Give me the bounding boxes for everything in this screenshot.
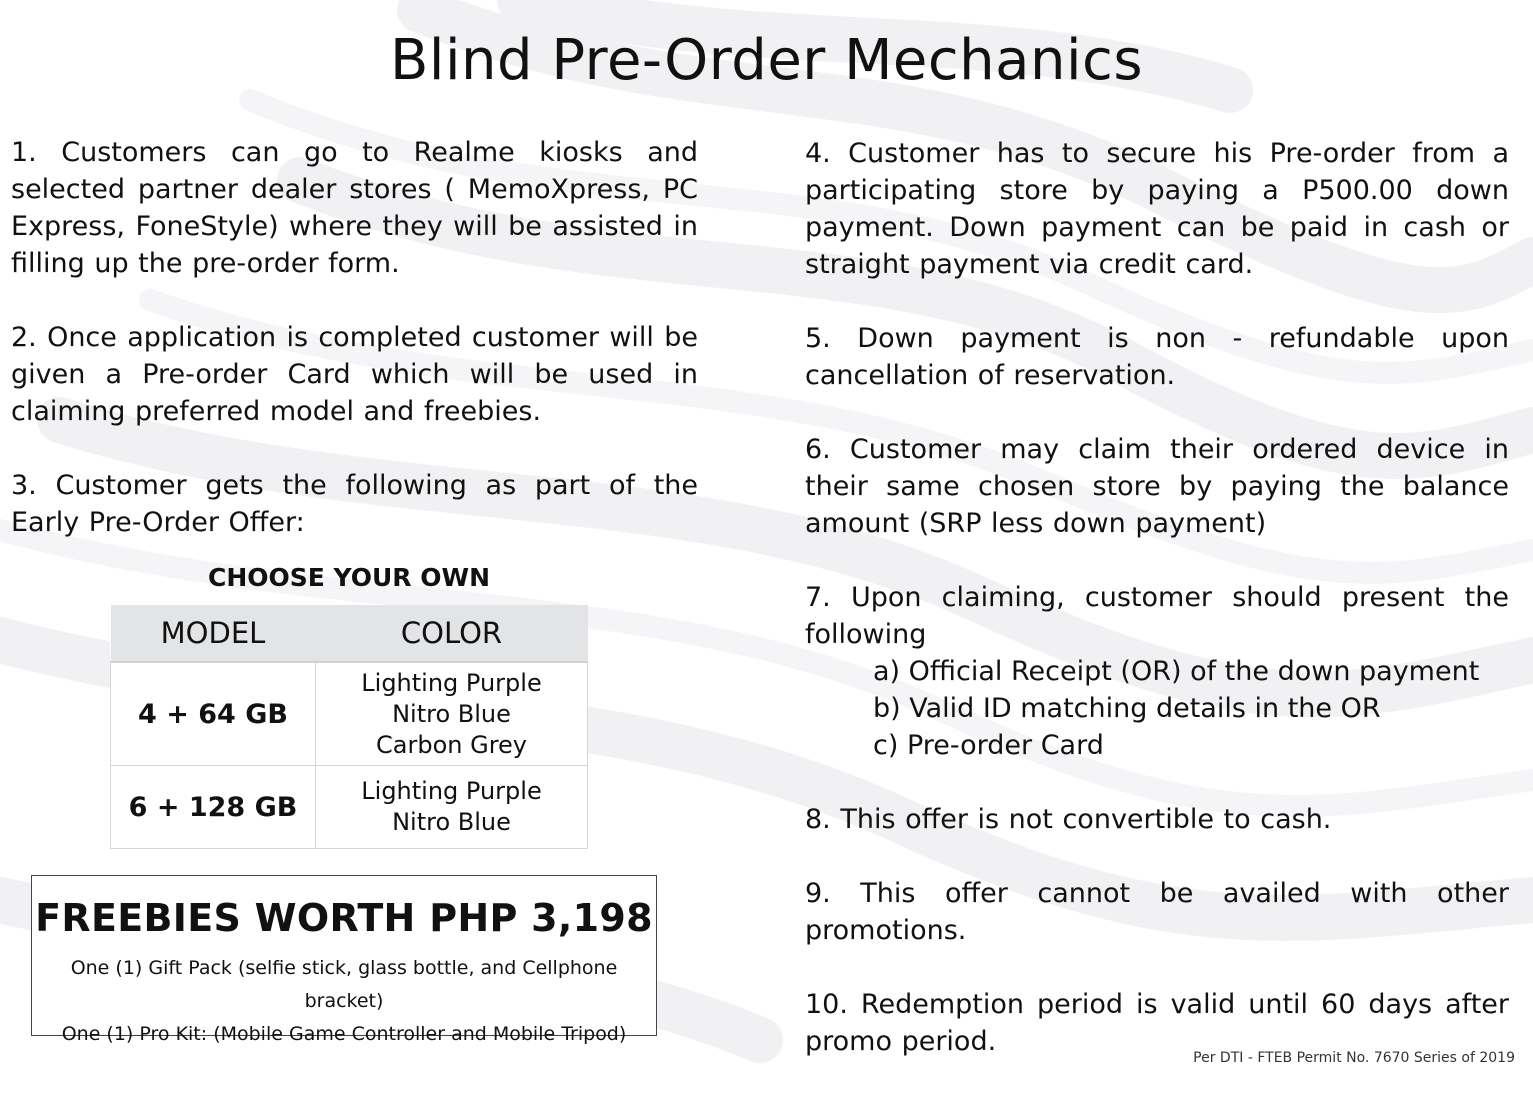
- color-cell: [316, 766, 588, 849]
- model-cell: 4 + 64 GB: [111, 662, 316, 766]
- right-column: [805, 135, 1509, 1097]
- choose-your-own-heading: CHOOSE YOUR OWN: [207, 563, 491, 592]
- page-title: Blind Pre-Order Mechanics: [390, 28, 1143, 93]
- mechanic-6: 6. Customer may claim their ordered device in their same chosen store by paying the balance amount (SRP less down payment): [805, 434, 1509, 539]
- list-item: a) Official Receipt (OR) of the down payment: [873, 656, 1480, 687]
- claim-requirements-list: [805, 653, 1509, 764]
- mechanic-10: 10. Redemption period is valid until 60 days after promo period.: [805, 989, 1509, 1057]
- table-header-row: [111, 605, 588, 662]
- mechanic-7: 7. Upon claiming, customer should present the following: [805, 582, 1509, 650]
- mechanic-5: 5. Down payment is non - refundable upon cancellation of reservation.: [805, 323, 1509, 391]
- color-column-header: COLOR: [316, 605, 588, 662]
- list-item: b) Valid ID matching details in the OR: [873, 693, 1381, 724]
- mechanic-8: 8. This offer is not convertible to cash.: [805, 804, 1332, 835]
- table-row: [111, 662, 588, 766]
- table-row: [111, 766, 588, 849]
- mechanic-3: 3. Customer gets the following as part of the Early Pre-Order Offer:: [11, 470, 698, 538]
- mechanic-4: 4. Customer has to secure his Pre-order from a participating store by paying a P500.00 down payment. Down payment can be paid in cash or straight payment via credit card.: [805, 138, 1509, 280]
- color-option: Nitro Blue: [392, 699, 511, 728]
- model-color-table: [110, 605, 588, 849]
- freebies-title: FREEBIES WORTH PHP 3,198: [35, 896, 653, 940]
- permit-notice: Per DTI - FTEB Permit No. 7670 Series of 2019: [1193, 1050, 1515, 1066]
- model-cell: 6 + 128 GB: [111, 766, 316, 849]
- color-option: Nitro Blue: [392, 808, 511, 836]
- color-cell: [316, 662, 588, 766]
- list-item: c) Pre-order Card: [873, 730, 1104, 761]
- freebie-gift-pack: One (1) Gift Pack (selfie stick, glass bottle, and Cellphone bracket): [70, 957, 618, 1012]
- left-column: [11, 134, 698, 578]
- mechanic-1: 1. Customers can go to Realme kiosks and selected partner dealer stores ( MemoXpress, PC Express, FoneStyle) where they will be assisted in filling up the pre-order form.: [11, 137, 698, 279]
- freebies-box: [31, 875, 657, 1045]
- model-column-header: MODEL: [111, 605, 316, 662]
- color-option: Carbon Grey: [376, 730, 527, 759]
- freebie-pro-kit: One (1) Pro Kit: (Mobile Game Controller and Mobile Tripod): [61, 1023, 627, 1045]
- mechanic-2: 2. Once application is completed customer will be given a Pre-order Card which will be used in claiming preferred model and freebies.: [11, 322, 698, 427]
- color-option: Lighting Purple: [361, 777, 542, 805]
- color-option: Lighting Purple: [361, 668, 542, 697]
- mechanic-9: 9. This offer cannot be availed with other promotions.: [805, 878, 1509, 946]
